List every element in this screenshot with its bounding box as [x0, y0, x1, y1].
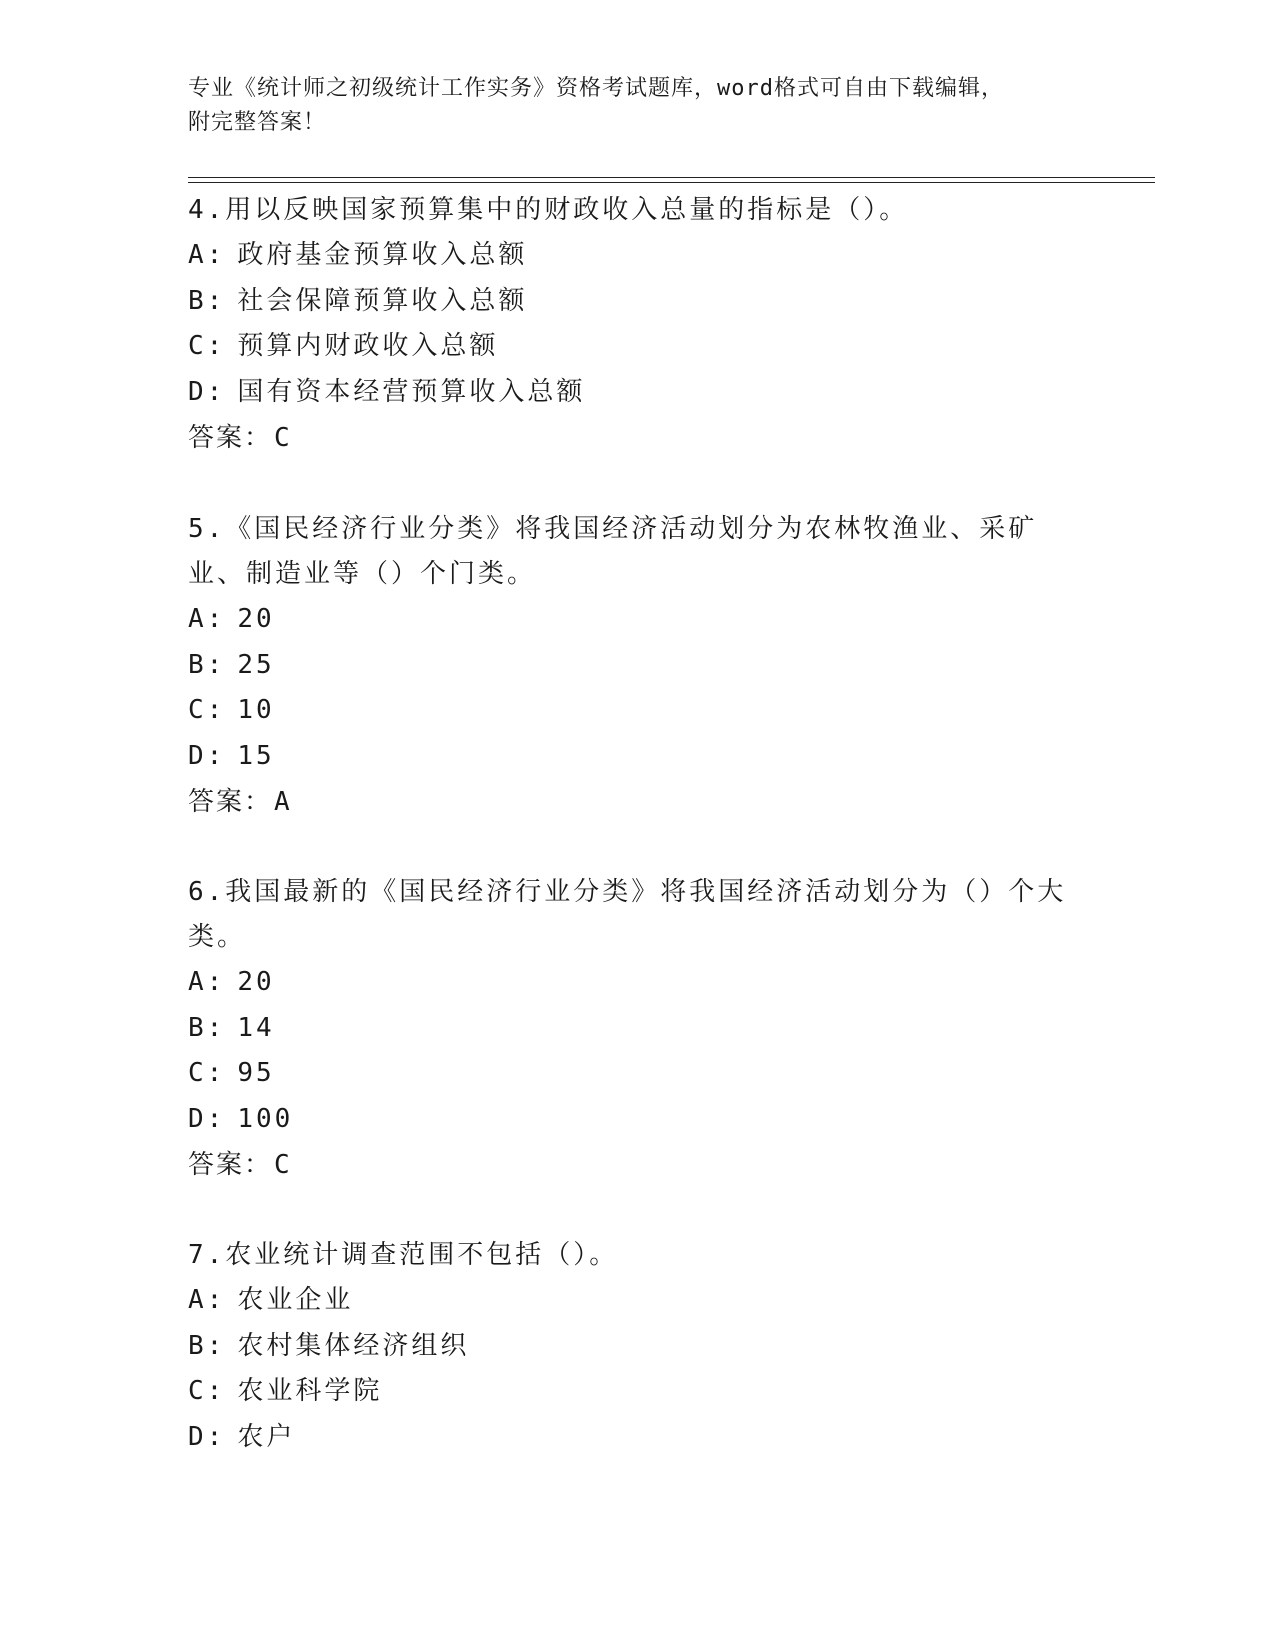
answer-line — [188, 415, 1068, 461]
option-text: 农户 — [237, 1421, 296, 1452]
option-text: 20 — [237, 967, 275, 997]
question-stem: 4.用以反映国家预算集中的财政收入总量的指标是（）。 — [188, 195, 909, 225]
option-letter: A: — [188, 967, 226, 997]
header-divider-bottom — [188, 182, 1155, 183]
option-text: 95 — [237, 1058, 275, 1088]
option-text: 国有资本经营预算收入总额 — [237, 376, 586, 407]
header-line-1: 专业《统计师之初级统计工作实务》资格考试题库，word格式可自由下载编辑， — [188, 76, 1004, 101]
option-text: 20 — [237, 604, 275, 634]
option-text: 农业科学院 — [237, 1376, 383, 1406]
option-letter: D: — [188, 376, 226, 407]
option-letter: D: — [188, 1421, 226, 1452]
option-text: 社会保障预算收入总额 — [237, 285, 528, 316]
option-letter: B: — [188, 1012, 226, 1043]
option-b — [188, 643, 1068, 689]
option-letter: C: — [188, 1058, 226, 1088]
question-block — [188, 188, 1068, 461]
option-text: 25 — [237, 649, 275, 680]
question-block — [188, 1233, 1068, 1460]
option-text: 农业企业 — [237, 1285, 354, 1315]
option-letter: C: — [188, 1376, 226, 1406]
option-letter: A: — [188, 240, 226, 270]
answer-value: C — [274, 1150, 292, 1180]
option-d — [188, 370, 1068, 416]
document-header — [188, 72, 1088, 140]
option-text: 农村集体经济组织 — [237, 1330, 470, 1361]
option-a — [188, 1278, 1068, 1324]
answer-label: 答案： — [188, 787, 273, 817]
question-stem: 6.我国最新的《国民经济行业分类》将我国经济活动划分为（）个大类。 — [188, 877, 1067, 952]
option-text: 100 — [237, 1103, 294, 1134]
option-text: 14 — [237, 1012, 275, 1043]
option-c — [188, 1051, 1068, 1097]
option-c — [188, 688, 1068, 734]
option-letter: B: — [188, 285, 226, 316]
question-stem: 7.农业统计调查范围不包括（）。 — [188, 1240, 619, 1270]
option-letter: D: — [188, 1103, 226, 1134]
option-d — [188, 1415, 1068, 1461]
option-text: 预算内财政收入总额 — [237, 331, 499, 361]
option-a — [188, 597, 1068, 643]
option-text: 政府基金预算收入总额 — [237, 240, 528, 270]
option-letter: D: — [188, 740, 226, 771]
option-text: 15 — [237, 740, 275, 771]
answer-line — [188, 779, 1068, 825]
option-d — [188, 734, 1068, 780]
answer-label: 答案： — [188, 423, 273, 453]
answer-line — [188, 1142, 1068, 1188]
question-block — [188, 507, 1068, 825]
header-divider-top — [188, 177, 1155, 178]
option-text: 10 — [237, 695, 275, 725]
question-block — [188, 870, 1068, 1188]
option-a — [188, 233, 1068, 279]
answer-label: 答案： — [188, 1150, 273, 1180]
option-letter: C: — [188, 695, 226, 725]
option-b — [188, 1324, 1068, 1370]
option-b — [188, 1006, 1068, 1052]
option-letter: B: — [188, 649, 226, 680]
option-a — [188, 960, 1068, 1006]
option-letter: C: — [188, 331, 226, 361]
answer-value: C — [274, 423, 292, 453]
question-stem: 5.《国民经济行业分类》将我国经济活动划分为农林牧渔业、采矿业、制造业等（）个门类。 — [188, 514, 1038, 589]
option-c — [188, 324, 1068, 370]
header-line-2: 附完整答案！ — [188, 110, 327, 135]
option-letter: A: — [188, 1285, 226, 1315]
option-b — [188, 279, 1068, 325]
option-letter: B: — [188, 1330, 226, 1361]
option-c — [188, 1369, 1068, 1415]
option-letter: A: — [188, 604, 226, 634]
answer-value: A — [274, 787, 292, 817]
option-d — [188, 1097, 1068, 1143]
